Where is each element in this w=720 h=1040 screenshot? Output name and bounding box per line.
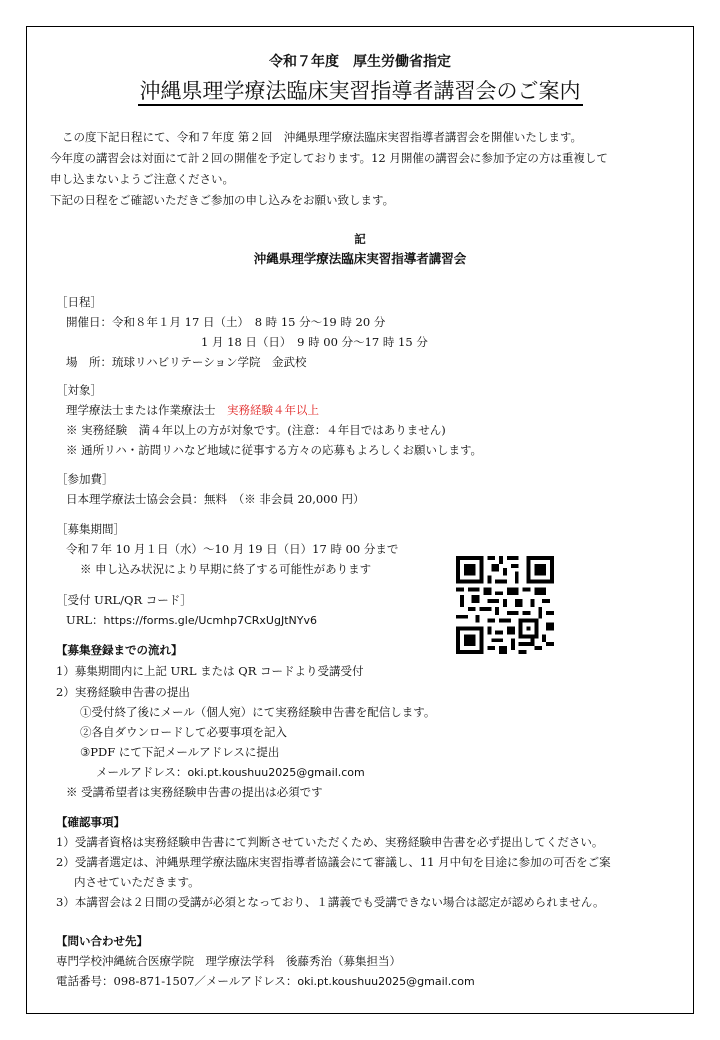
flow-step-1: 1）募集期間内に上記 URL または QR コードより受講受付 [56,664,364,678]
mail-label: メールアドレス： [96,765,188,779]
target-heading: ［対象］ [56,383,102,397]
flow-mail-row [96,765,365,780]
reception-heading: ［受付 URL/QR コード］ [56,593,192,607]
schedule-heading: ［日程］ [56,295,102,309]
document-subtitle: 令和７年度 厚生労働省指定 [269,54,451,70]
submission-email-link[interactable]: oki.pt.koushuu2025@gmail.com [187,766,365,779]
confirm-item-2b: 内させていただきます。 [74,875,200,889]
target-line-1-text: 理学療法士または作業療法士 [66,403,227,417]
qr-code-icon[interactable] [456,556,554,654]
experience-requirement: 実務経験４年以上 [227,403,319,417]
flow-sub-1: ①受付終了後にメール（個人宛）にて実務経験申告書を配信します。 [80,705,436,719]
period-line-1: 令和７年 10 月１日（水）～10 月 19 日（日）17 時 00 分まで [66,542,399,556]
contact-line-1: 専門学校沖縄統合医療学院 理学療法学科 後藤秀治（募集担当） [56,954,401,968]
fee-heading: ［参加費］ [56,472,114,486]
target-line-2: ※ 実務経験 満４年以上の方が対象です。(注意：４年目ではありません) [66,423,446,437]
period-heading: ［募集期間］ [56,522,125,536]
target-line-3: ※ 通所リハ・訪問リハなど地域に従事する方々の応募もよろしくお願いします。 [66,443,483,457]
event-name: 沖縄県理学療法臨床実習指導者講習会 [253,251,467,266]
document-title [0,77,720,105]
intro-line-2: 今年度の講習会は対面にて計２回の開催を予定しております。12 月開催の講習会に参加予定の方は重複して [50,151,608,165]
intro-line-1: この度下記日程にて、令和７年度 第２回 沖縄県理学療法臨床実習指導者講習会を開催いたします。 [62,130,583,144]
intro-line-3: 申し込まないようご注意ください。 [50,172,234,186]
schedule-date-1: 開催日：令和８年１月 17 日（土） 8 時 15 分～19 時 20 分 [66,315,386,329]
flow-note: ※ 受講希望者は実務経験申告書の提出は必須です [66,785,323,799]
fee-line-1: 日本理学療法士協会会員：無料 （※ 非会員 20,000 円） [66,492,365,506]
flow-heading: 【募集登録までの流れ】 [56,643,183,657]
confirm-item-2a: 2）受講者選定は、沖縄県理学療法臨床実習指導者協議会にて審議し、11 月中旬を目途に参加の可否をご案 [56,855,611,869]
ki-heading: 記 [354,232,366,246]
contact-email-link[interactable]: oki.pt.koushuu2025@gmail.com [297,975,475,988]
confirm-item-3: 3）本講習会は２日間の受講が必須となっており、１講義でも受講できない場合は認定が認められません。 [56,895,605,909]
target-line-1 [66,403,319,417]
url-label: URL： [66,613,104,627]
reception-url-row [66,613,317,628]
flow-sub-3: ③PDF にて下記メールアドレスに提出 [80,745,280,759]
contact-heading: 【問い合わせ先】 [56,934,148,948]
registration-url-link[interactable]: https://forms.gle/Ucmhp7CRxUgJtNYv6 [103,614,317,627]
document-title-text: 沖縄県理学療法臨床実習指導者講習会のご案内 [138,79,583,106]
flow-sub-2: ②各自ダウンロードして必要事項を記入 [80,725,287,739]
confirm-heading: 【確認事項】 [56,815,125,829]
flow-step-2: 2）実務経験申告書の提出 [56,685,190,699]
intro-line-4: 下記の日程をご確認いただきご参加の申し込みをお願い致します。 [50,193,395,207]
schedule-venue: 場 所：琉球リハビリテーション学院 金武校 [66,355,307,369]
schedule-date-2: 1 月 18 日（日） 9 時 00 分～17 時 15 分 [201,335,428,349]
contact-phone: 電話番号：098-871-1507／メールアドレス： [56,974,298,988]
period-line-2: ※ 申し込み状況により早期に終了する可能性があります [80,562,372,576]
confirm-item-1: 1）受講者資格は実務経験申告書にて判断させていただくため、実務経験申告書を必ず提出してください。 [56,835,604,849]
contact-line-2 [56,974,475,989]
